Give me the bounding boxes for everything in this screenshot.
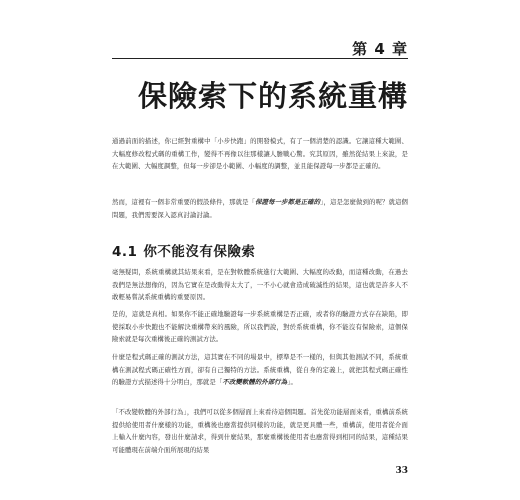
section-heading [112,240,255,260]
chapter-label: 第 4 章 [352,40,408,58]
chapter-title: 保險索下的系統重構 [137,79,408,113]
section-paragraph-3-emphasis: 不改變軟體的外部行為 [222,378,288,387]
section-paragraph-3 [112,351,408,389]
section-paragraph-1: 毫無疑問，系統重構就其結果來看，是在對軟體系統進行大範圍、大幅度的改動，而這種改動，在過去我們是無法想像的，因為它實在是改動得太大了，一不小心就會造成破滅性的結果，這也就是許多人不敢輕易嘗試系統重構的重要原因。 [112,268,408,302]
chapter-divider [112,58,408,59]
section-number: 4.1 [112,244,138,260]
intro-paragraph-1: 通過前面的描述，你已經對重構中「小步快跑」的開發模式，有了一個清楚的認識。它讓這種大範圍、大幅度修改程式碼的重構工作，變得不再像以往那樣讓人膽戰心驚。究其原因，雖然從結果上來說，是在大範圍、大幅度調整，但每一步卻是小範圍、小幅度的調整，並且能保證每一步都是正確的。 [112,137,408,171]
intro-paragraph-2-emphasis: 保證每一步都是正確的 [255,198,321,206]
page-number: 33 [395,466,408,476]
section-paragraph-4: 「不改變軟體的外部行為」，我們可以從多個層面上來看待這個問題。首先從功能層面來看，重構前系統提供給使用者什麼樣的功能，重構後也應當提供同樣的功能，就是更具體一些，重構前，使用者從介面上輸入什麼內容，發出什麼請求，得到什麼結果，那麼重構後使用者也應當得到相同的結果，這種結果可能體現在前端介面所展現的結果 [112,408,408,454]
section-paragraph-3-after: 」。 [287,378,298,387]
intro-paragraph-2 [112,196,408,221]
section-title: 你不能沒有保險索 [143,244,256,260]
intro-paragraph-2-before: 然而，這裡有一個非常重要的假設條件，那就是「 [112,198,256,206]
section-paragraph-3-before: 什麼是程式碼正確的測試方法，這其實在不同的場景中，標準是不一樣的，但與其他測試不同，系統重構在測試程式碼正確性方面，卻有自己獨特的方法。系統重構，從自身的定義上，就把其程式碼正確性的驗證方式描述得十分明白，那就是「 [112,353,408,387]
section-paragraph-2: 是的，這就是真相。如果你不能正確地驗證每一步系統重構是否正確，或者你的驗證方式存在缺陷，即使採取小步快跑也不能解決重構帶來的風險，所以我們說，對於系統重構，你不能沒有保險索，這個保險索就是每次重構後正確的測試方法。 [112,310,408,344]
intro-paragraph-2-after: 」，這是怎麼做到的呢？就這個問題，我們需要深入認真討論討論。 [112,198,409,219]
